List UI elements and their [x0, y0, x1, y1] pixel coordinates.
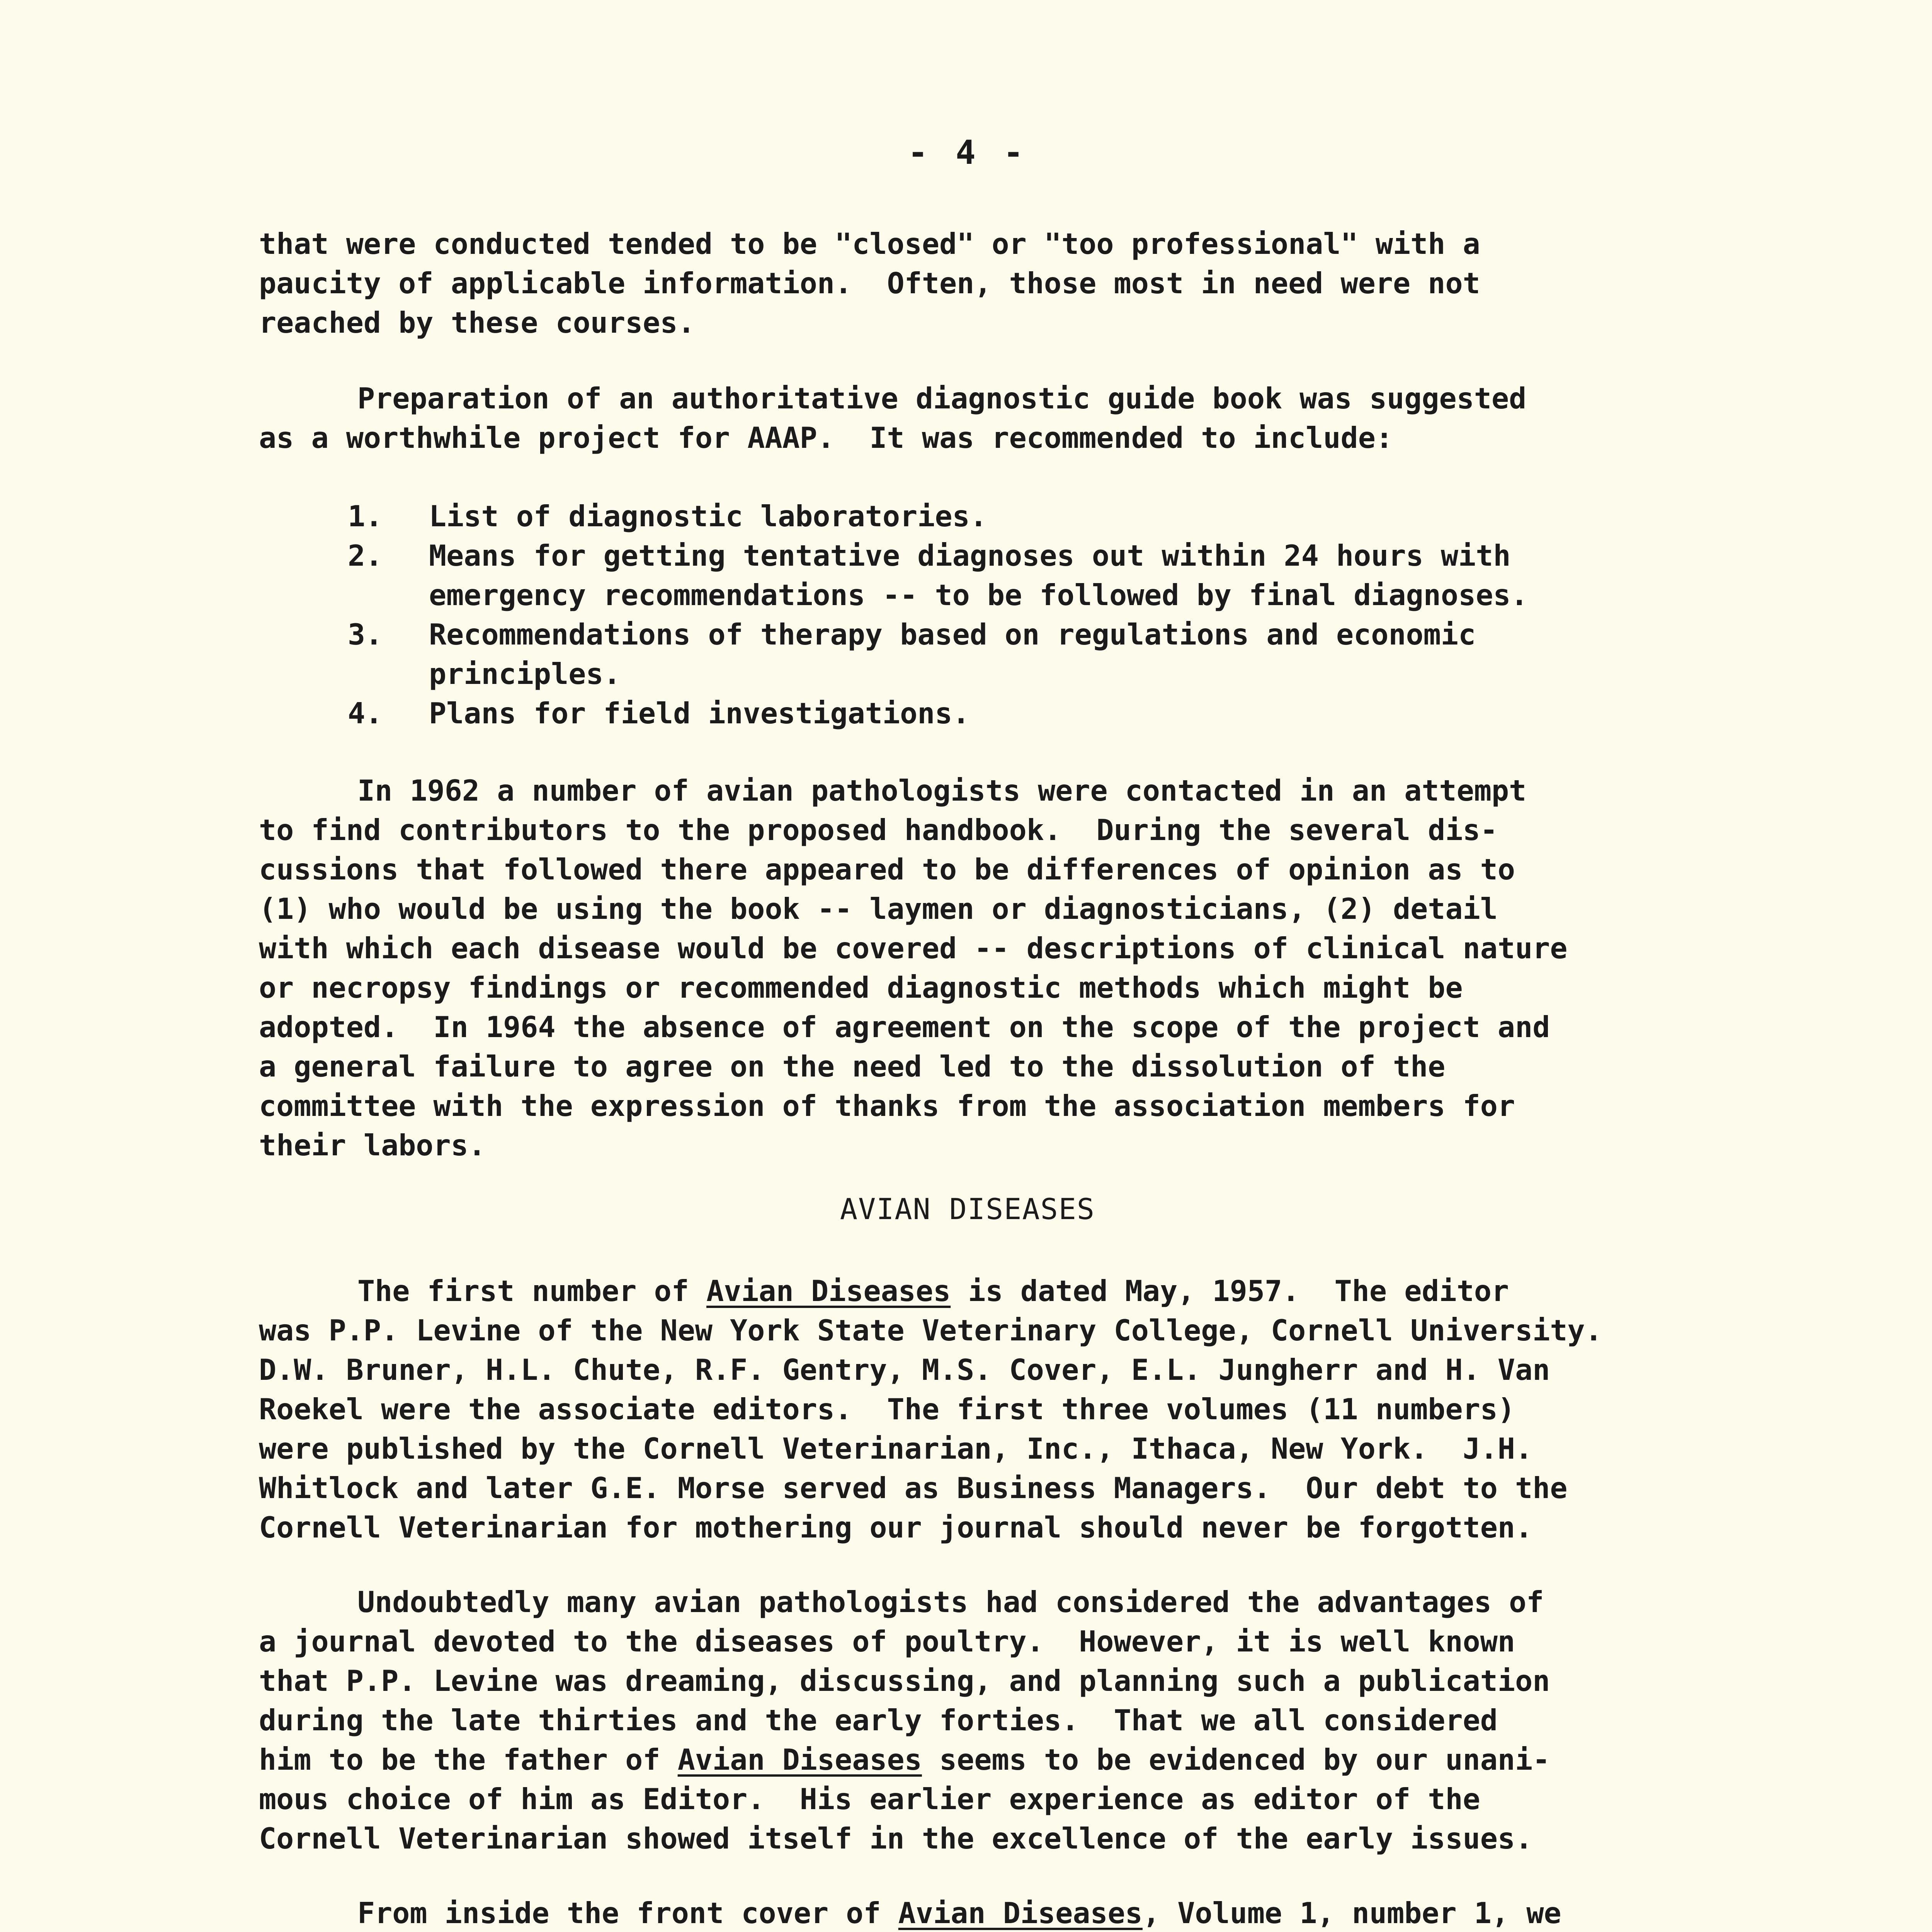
text-line: that P.P. Levine was dreaming, discussing, and planning such a publication	[259, 1664, 1550, 1698]
journal-title: Avian Diseases	[898, 1896, 1143, 1930]
list-item-text: Plans for field investigations.	[429, 696, 970, 730]
journal-title: Avian Diseases	[677, 1743, 922, 1777]
text-line: Cornell Veterinarian showed itself in the excellence of the early issues.	[259, 1821, 1533, 1855]
recommendations-list	[348, 497, 1700, 733]
text-line: cussions that followed there appeared to be differences of opinion as to	[259, 852, 1515, 886]
text-line: as a worthwhile project for AAAP. It was recommended to include:	[259, 421, 1393, 455]
text-line: Undoubtedly many avian pathologists had considered the advantages of	[357, 1585, 1544, 1619]
text-line: Whitlock and later G.E. Morse served as Business Managers. Our debt to the	[259, 1471, 1568, 1505]
journal-title: Avian Diseases	[706, 1274, 951, 1308]
text-line: with which each disease would be covered -- descriptions of clinical nature	[259, 931, 1568, 965]
paragraph-front-cover	[259, 1893, 1766, 1932]
list-item	[348, 615, 1700, 694]
text-line: him to be the father of Avian Diseases seems to be evidenced by our unani-	[259, 1743, 1550, 1777]
paragraph-handbook	[259, 771, 1766, 1165]
list-item	[348, 497, 1700, 536]
text-line: during the late thirties and the early forties. That we all considered	[259, 1703, 1498, 1737]
text-line: was P.P. Levine of the New York State Veterinary College, Cornell University.	[259, 1313, 1602, 1347]
text-line: a general failure to agree on the need led to the dissolution of the	[259, 1049, 1446, 1083]
list-item	[348, 536, 1700, 615]
text-line: committee with the expression of thanks from the association members for	[259, 1089, 1515, 1123]
paragraph-levine-father	[259, 1582, 1766, 1858]
text-line: Preparation of an authoritative diagnostic guide book was suggested	[357, 381, 1527, 415]
list-item-text: Means for getting tentative diagnoses out within 24 hours with	[429, 539, 1511, 573]
text-line: paucity of applicable information. Often, those most in need were not	[259, 266, 1480, 300]
text-line: The first number of Avian Diseases is dated May, 1957. The editor	[357, 1274, 1509, 1308]
section-heading: AVIAN DISEASES	[840, 1192, 1095, 1226]
text-line: a journal devoted to the diseases of poultry. However, it is well known	[259, 1624, 1515, 1658]
text-line: mous choice of him as Editor. His earlier experience as editor of the	[259, 1782, 1480, 1816]
text-line: In 1962 a number of avian pathologists were contacted in an attempt	[357, 774, 1527, 808]
list-item-number: 4.	[348, 696, 383, 730]
list-item	[348, 694, 1700, 733]
text-line: to find contributors to the proposed handbook. During the several dis-	[259, 813, 1498, 847]
list-item-text: principles.	[429, 657, 621, 691]
list-item-number: 2.	[348, 539, 383, 573]
paragraph-guide-book	[259, 379, 1766, 457]
page-number: - 4 -	[908, 133, 1027, 172]
text-line: (1) who would be using the book -- laymen or diagnosticians, (2) detail	[259, 892, 1498, 926]
list-item-number: 1.	[348, 499, 383, 533]
list-item-text: emergency recommendations -- to be followed by final diagnoses.	[429, 578, 1528, 612]
list-item-text: List of diagnostic laboratories.	[429, 499, 987, 533]
list-item-text: Recommendations of therapy based on regulations and economic	[429, 617, 1476, 651]
text-line: adopted. In 1964 the absence of agreement on the scope of the project and	[259, 1010, 1550, 1044]
text-line: their labors.	[259, 1128, 486, 1162]
list-item-number: 3.	[348, 617, 383, 651]
paragraph-first-number	[259, 1271, 1766, 1547]
text-line: From inside the front cover of Avian Diseases, Volume 1, number 1, we	[357, 1896, 1561, 1930]
paragraph-continuation	[259, 224, 1766, 342]
text-line: that were conducted tended to be "closed" or "too professional" with a	[259, 227, 1480, 261]
text-line: D.W. Bruner, H.L. Chute, R.F. Gentry, M.S. Cover, E.L. Jungherr and H. Van	[259, 1353, 1550, 1387]
text-line: reached by these courses.	[259, 306, 695, 340]
text-line: or necropsy findings or recommended diagnostic methods which might be	[259, 971, 1463, 1005]
text-line: Cornell Veterinarian for mothering our journal should never be forgotten.	[259, 1510, 1533, 1544]
text-line: were published by the Cornell Veterinarian, Inc., Ithaca, New York. J.H.	[259, 1432, 1533, 1466]
text-line: Roekel were the associate editors. The first three volumes (11 numbers)	[259, 1392, 1515, 1426]
